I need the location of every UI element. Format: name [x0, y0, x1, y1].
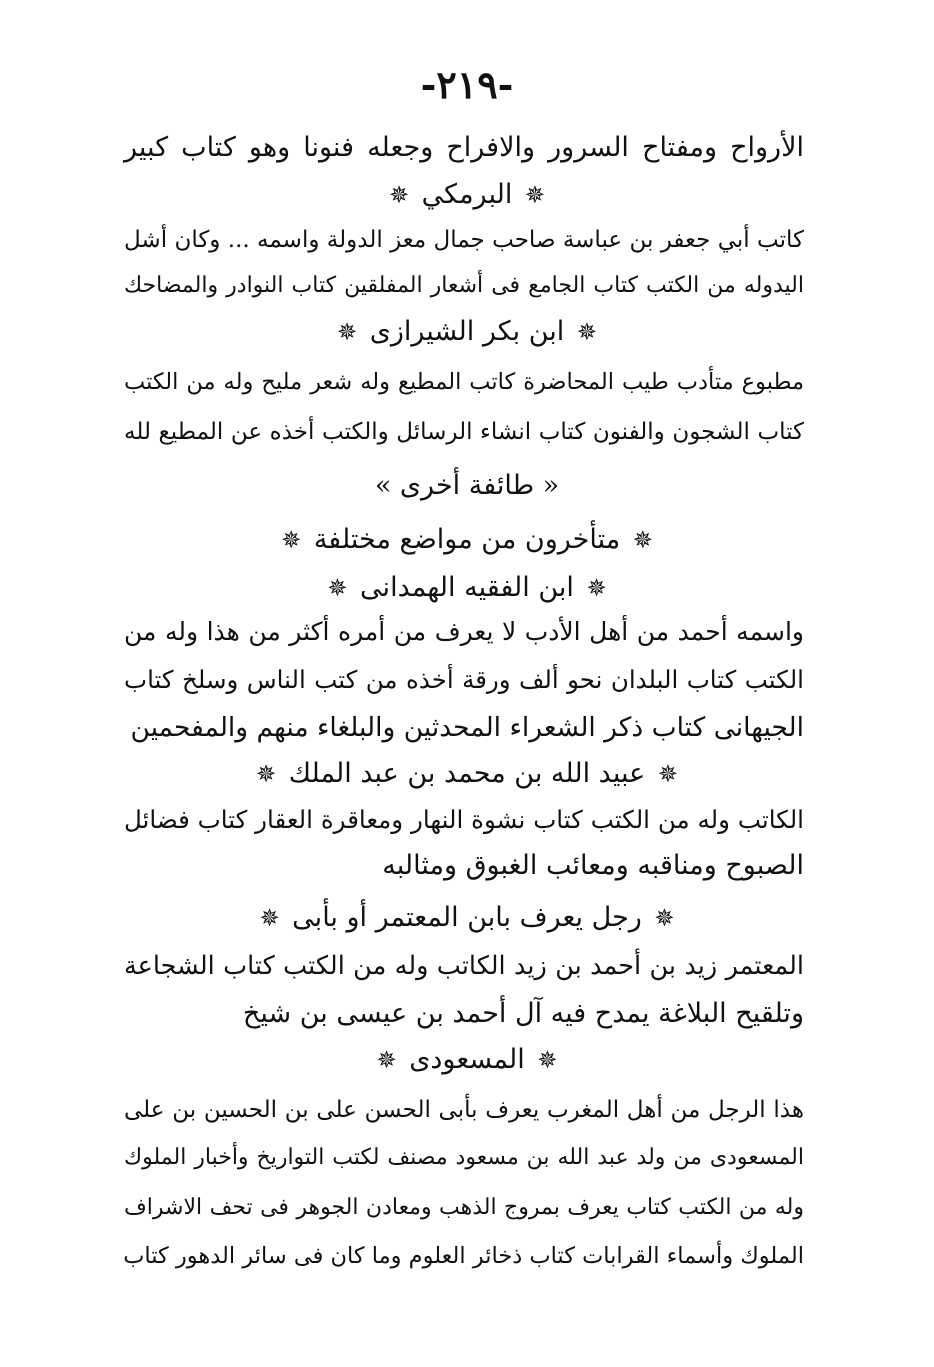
text-line: مطبوع متأدب طيب المحاضرة كاتب المطيع وله شعر مليح وله من الكتب — [124, 369, 804, 395]
text-line: كتاب الشجون والفنون كتاب انشاء الرسائل والكتب أخذه عن المطيع لله — [124, 419, 804, 445]
star-ornament-icon: ✵ — [337, 318, 358, 346]
text-line: وله من الكتب كتاب يعرف بمروج الذهب ومعادن الجوهر فى تحف الاشراف — [124, 1195, 804, 1220]
star-ornament-icon: ✵ — [654, 904, 675, 932]
text-line: واسمه أحمد من أهل الأدب لا يعرف من أمره أكثر من هذا وله من — [124, 617, 804, 646]
entry-heading — [0, 520, 934, 560]
star-ornament-icon: ✵ — [327, 574, 348, 602]
heading-text: ابن بكر الشيرازى — [369, 316, 565, 347]
star-ornament-icon: ✵ — [259, 904, 280, 932]
text-line: المعتمر زيد بن أحمد بن زيد الكاتب وله من الكتب كتاب الشجاعة — [124, 951, 804, 981]
entry-heading — [0, 568, 934, 608]
star-ornament-icon: ✵ — [376, 1046, 397, 1074]
heading-text: رجل يعرف بابن المعتمر أو بأبى — [292, 902, 642, 933]
entry-heading — [0, 1040, 934, 1080]
heading-text: البرمكي — [421, 179, 513, 210]
text-line: وتلقيح البلاغة يمدح فيه آل أحمد بن عيسى بن شيخ — [242, 998, 804, 1029]
page-number: -٢١٩- — [420, 62, 514, 107]
text-line: الكاتب وله من الكتب كتاب نشوة النهار ومعاقرة العقار كتاب فضائل — [124, 805, 804, 834]
text-line: هذا الرجل من أهل المغرب يعرف بأبى الحسن على بن الحسين بن على — [124, 1097, 804, 1123]
text-line: الملوك وأسماء القرابات كتاب ذخائر العلوم وما كان فى سائر الدهور كتاب — [123, 1243, 804, 1269]
section-heading: « طائفة أخرى » — [374, 470, 560, 501]
text-line: الأرواح ومفتاح السرور والافراح وجعله فنونا وهو كتاب كبير — [124, 132, 804, 163]
heading-text: متأخرون من مواضع مختلفة — [313, 524, 621, 555]
entry-heading — [0, 312, 934, 352]
star-ornament-icon: ✵ — [632, 526, 653, 554]
star-ornament-icon: ✵ — [388, 181, 410, 209]
entry-heading — [0, 175, 934, 215]
star-ornament-icon: ✵ — [281, 526, 302, 554]
text-line: الجيهانى كتاب ذكر الشعراء المحدثين والبلغاء منهم والمفحمين — [130, 712, 804, 743]
star-ornament-icon: ✵ — [524, 181, 546, 209]
entry-heading — [0, 754, 934, 794]
heading-text: عبيد الله بن محمد بن عبد الملك — [288, 758, 646, 789]
entry-heading — [0, 898, 934, 938]
heading-text: ابن الفقيه الهمدانى — [360, 572, 574, 603]
text-line: المسعودى من ولد عبد الله بن مسعود مصنف لكتب التواريخ وأخبار الملوك — [124, 1145, 804, 1170]
star-ornament-icon: ✵ — [586, 574, 607, 602]
star-ornament-icon: ✵ — [537, 1046, 558, 1074]
text-line: الكتب كتاب البلدان نحو ألف ورقة أخذه من كتب الناس وسلخ كتاب — [124, 665, 804, 694]
star-ornament-icon: ✵ — [657, 760, 678, 788]
text-line: اليدوله من الكتب كتاب الجامع فى أشعار المفلقين كتاب النوادر والمضاحك — [124, 273, 804, 298]
heading-text: المسعودى — [409, 1044, 525, 1075]
star-ornament-icon: ✵ — [576, 318, 597, 346]
text-line: الصبوح ومناقبه ومعائب الغبوق ومثالبه — [382, 850, 804, 881]
text-line: كاتب أبي جعفر بن عباسة صاحب جمال معز الدولة واسمه ... وكان أشل — [124, 227, 804, 253]
star-ornament-icon: ✵ — [256, 760, 277, 788]
